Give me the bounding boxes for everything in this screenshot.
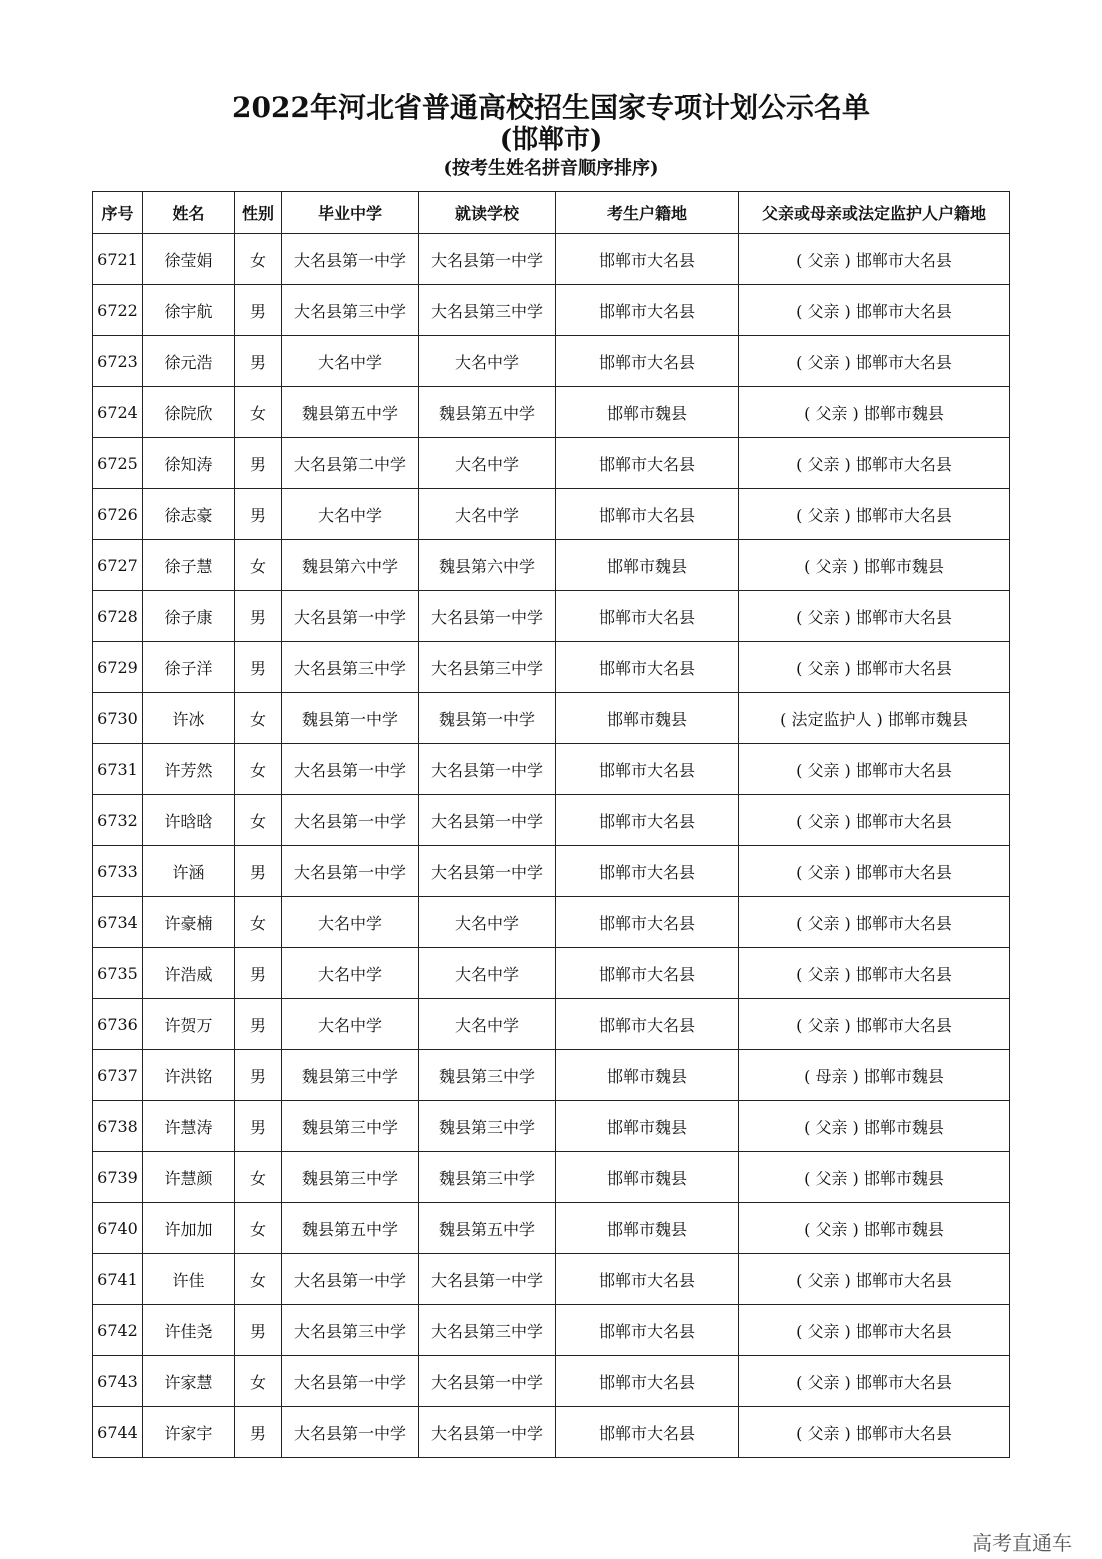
header-name: 姓名 [143, 192, 235, 234]
cell-guardian-residence: ( 父亲 ) 邯郸市大名县 [739, 744, 1010, 795]
cell-gender: 女 [235, 1356, 282, 1407]
document-subtitle-city: (邯郸市) [499, 125, 603, 155]
cell-graduated-school: 大名县第一中学 [282, 1407, 419, 1458]
cell-name: 徐子康 [143, 591, 235, 642]
cell-graduated-school: 大名县第三中学 [282, 285, 419, 336]
cell-gender: 男 [235, 846, 282, 897]
cell-student-residence: 邯郸市大名县 [556, 795, 739, 846]
cell-student-residence: 邯郸市大名县 [556, 1407, 739, 1458]
document-sort-note: (按考生姓名拼音顺序排序) [443, 158, 659, 179]
cell-name: 徐子慧 [143, 540, 235, 591]
table-row [93, 1305, 1010, 1356]
table-row [93, 795, 1010, 846]
cell-student-residence: 邯郸市大名县 [556, 744, 739, 795]
cell-name: 许家慧 [143, 1356, 235, 1407]
table-row [93, 489, 1010, 540]
document-title: 2022年河北省普通高校招生国家专项计划公示名单 [232, 91, 870, 124]
cell-graduated-school: 大名县第一中学 [282, 1356, 419, 1407]
cell-student-residence: 邯郸市大名县 [556, 1356, 739, 1407]
cell-guardian-residence: ( 父亲 ) 邯郸市大名县 [739, 591, 1010, 642]
cell-student-residence: 邯郸市大名县 [556, 642, 739, 693]
cell-graduated-school: 魏县第三中学 [282, 1050, 419, 1101]
cell-seq: 6733 [93, 846, 143, 897]
cell-current-school: 大名县第一中学 [419, 846, 556, 897]
table-row [93, 1254, 1010, 1305]
cell-seq: 6728 [93, 591, 143, 642]
cell-guardian-residence: ( 父亲 ) 邯郸市大名县 [739, 336, 1010, 387]
cell-guardian-residence: ( 父亲 ) 邯郸市大名县 [739, 1407, 1010, 1458]
cell-gender: 男 [235, 336, 282, 387]
cell-gender: 女 [235, 693, 282, 744]
cell-name: 许佳 [143, 1254, 235, 1305]
cell-student-residence: 邯郸市大名县 [556, 1305, 739, 1356]
cell-guardian-residence: ( 父亲 ) 邯郸市大名县 [739, 1254, 1010, 1305]
cell-guardian-residence: ( 父亲 ) 邯郸市大名县 [739, 438, 1010, 489]
cell-current-school: 大名县第一中学 [419, 795, 556, 846]
cell-current-school: 大名中学 [419, 999, 556, 1050]
table-row [93, 948, 1010, 999]
table-row [93, 1152, 1010, 1203]
table-row [93, 642, 1010, 693]
cell-seq: 6736 [93, 999, 143, 1050]
cell-current-school: 大名县第一中学 [419, 1407, 556, 1458]
roster-table [92, 191, 1010, 1458]
cell-graduated-school: 大名中学 [282, 999, 419, 1050]
cell-student-residence: 邯郸市大名县 [556, 1254, 739, 1305]
cell-name: 许晗晗 [143, 795, 235, 846]
cell-graduated-school: 大名县第一中学 [282, 234, 419, 285]
cell-seq: 6723 [93, 336, 143, 387]
cell-graduated-school: 大名中学 [282, 489, 419, 540]
cell-name: 许洪铭 [143, 1050, 235, 1101]
table-row [93, 1203, 1010, 1254]
cell-name: 徐院欣 [143, 387, 235, 438]
cell-student-residence: 邯郸市魏县 [556, 1101, 739, 1152]
cell-gender: 男 [235, 1101, 282, 1152]
cell-seq: 6737 [93, 1050, 143, 1101]
cell-seq: 6734 [93, 897, 143, 948]
cell-guardian-residence: ( 父亲 ) 邯郸市大名县 [739, 795, 1010, 846]
cell-gender: 男 [235, 999, 282, 1050]
cell-current-school: 大名县第一中学 [419, 591, 556, 642]
cell-seq: 6726 [93, 489, 143, 540]
cell-graduated-school: 大名县第二中学 [282, 438, 419, 489]
cell-seq: 6732 [93, 795, 143, 846]
cell-graduated-school: 大名县第三中学 [282, 642, 419, 693]
cell-graduated-school: 大名中学 [282, 948, 419, 999]
cell-current-school: 大名县第一中学 [419, 234, 556, 285]
cell-current-school: 大名县第一中学 [419, 744, 556, 795]
cell-guardian-residence: ( 父亲 ) 邯郸市大名县 [739, 897, 1010, 948]
cell-graduated-school: 大名县第一中学 [282, 591, 419, 642]
cell-current-school: 大名县第一中学 [419, 1254, 556, 1305]
cell-gender: 男 [235, 438, 282, 489]
cell-gender: 男 [235, 489, 282, 540]
cell-seq: 6742 [93, 1305, 143, 1356]
cell-name: 徐元浩 [143, 336, 235, 387]
cell-student-residence: 邯郸市大名县 [556, 438, 739, 489]
cell-graduated-school: 魏县第五中学 [282, 1203, 419, 1254]
cell-graduated-school: 大名县第一中学 [282, 846, 419, 897]
cell-current-school: 大名县第三中学 [419, 1305, 556, 1356]
table-row [93, 1407, 1010, 1458]
cell-student-residence: 邯郸市魏县 [556, 1203, 739, 1254]
cell-seq: 6731 [93, 744, 143, 795]
header-student-residence: 考生户籍地 [556, 192, 739, 234]
cell-gender: 女 [235, 744, 282, 795]
cell-student-residence: 邯郸市大名县 [556, 234, 739, 285]
cell-name: 许豪楠 [143, 897, 235, 948]
cell-name: 许芳然 [143, 744, 235, 795]
cell-seq: 6722 [93, 285, 143, 336]
cell-gender: 女 [235, 795, 282, 846]
header-graduated-school: 毕业中学 [282, 192, 419, 234]
cell-guardian-residence: ( 法定监护人 ) 邯郸市魏县 [739, 693, 1010, 744]
cell-gender: 女 [235, 387, 282, 438]
cell-student-residence: 邯郸市大名县 [556, 336, 739, 387]
cell-current-school: 魏县第三中学 [419, 1050, 556, 1101]
cell-gender: 男 [235, 1305, 282, 1356]
cell-name: 徐知涛 [143, 438, 235, 489]
cell-student-residence: 邯郸市大名县 [556, 897, 739, 948]
cell-student-residence: 邯郸市魏县 [556, 1050, 739, 1101]
table-row [93, 540, 1010, 591]
cell-guardian-residence: ( 父亲 ) 邯郸市大名县 [739, 999, 1010, 1050]
cell-current-school: 大名县第一中学 [419, 1356, 556, 1407]
cell-guardian-residence: ( 父亲 ) 邯郸市大名县 [739, 846, 1010, 897]
cell-gender: 女 [235, 540, 282, 591]
cell-current-school: 魏县第五中学 [419, 387, 556, 438]
table-row [93, 234, 1010, 285]
cell-gender: 女 [235, 1152, 282, 1203]
cell-graduated-school: 魏县第一中学 [282, 693, 419, 744]
table-row [93, 897, 1010, 948]
table-row [93, 285, 1010, 336]
cell-name: 许涵 [143, 846, 235, 897]
table-row [93, 438, 1010, 489]
cell-guardian-residence: ( 父亲 ) 邯郸市大名县 [739, 1356, 1010, 1407]
cell-seq: 6724 [93, 387, 143, 438]
cell-guardian-residence: ( 父亲 ) 邯郸市魏县 [739, 540, 1010, 591]
cell-guardian-residence: ( 父亲 ) 邯郸市大名县 [739, 642, 1010, 693]
cell-student-residence: 邯郸市大名县 [556, 999, 739, 1050]
header-current-school: 就读学校 [419, 192, 556, 234]
cell-student-residence: 邯郸市魏县 [556, 387, 739, 438]
cell-current-school: 大名中学 [419, 897, 556, 948]
cell-name: 许慧涛 [143, 1101, 235, 1152]
cell-graduated-school: 魏县第三中学 [282, 1101, 419, 1152]
table-row [93, 1356, 1010, 1407]
cell-guardian-residence: ( 父亲 ) 邯郸市大名县 [739, 489, 1010, 540]
cell-current-school: 大名中学 [419, 948, 556, 999]
cell-current-school: 魏县第六中学 [419, 540, 556, 591]
cell-guardian-residence: ( 父亲 ) 邯郸市魏县 [739, 1203, 1010, 1254]
cell-seq: 6735 [93, 948, 143, 999]
table-row [93, 1101, 1010, 1152]
cell-student-residence: 邯郸市大名县 [556, 591, 739, 642]
cell-gender: 男 [235, 642, 282, 693]
cell-seq: 6729 [93, 642, 143, 693]
cell-gender: 女 [235, 897, 282, 948]
cell-seq: 6730 [93, 693, 143, 744]
table-row [93, 693, 1010, 744]
cell-student-residence: 邯郸市大名县 [556, 285, 739, 336]
table-body [93, 234, 1010, 1458]
cell-graduated-school: 大名中学 [282, 897, 419, 948]
cell-guardian-residence: ( 父亲 ) 邯郸市大名县 [739, 948, 1010, 999]
cell-gender: 男 [235, 1050, 282, 1101]
header-seq: 序号 [93, 192, 143, 234]
cell-name: 许家宇 [143, 1407, 235, 1458]
table-header-row [93, 192, 1010, 234]
cell-current-school: 魏县第五中学 [419, 1203, 556, 1254]
cell-name: 许冰 [143, 693, 235, 744]
cell-name: 许贺万 [143, 999, 235, 1050]
cell-name: 徐志豪 [143, 489, 235, 540]
cell-seq: 6739 [93, 1152, 143, 1203]
cell-guardian-residence: ( 父亲 ) 邯郸市魏县 [739, 387, 1010, 438]
table-row [93, 744, 1010, 795]
cell-graduated-school: 魏县第六中学 [282, 540, 419, 591]
cell-student-residence: 邯郸市魏县 [556, 1152, 739, 1203]
cell-gender: 女 [235, 1254, 282, 1305]
cell-gender: 男 [235, 285, 282, 336]
cell-seq: 6725 [93, 438, 143, 489]
cell-seq: 6738 [93, 1101, 143, 1152]
cell-graduated-school: 魏县第三中学 [282, 1152, 419, 1203]
cell-gender: 女 [235, 234, 282, 285]
cell-name: 徐宇航 [143, 285, 235, 336]
table-row [93, 591, 1010, 642]
table-row [93, 999, 1010, 1050]
cell-graduated-school: 大名县第三中学 [282, 1305, 419, 1356]
cell-name: 许浩威 [143, 948, 235, 999]
cell-current-school: 大名县第三中学 [419, 642, 556, 693]
cell-graduated-school: 大名县第一中学 [282, 1254, 419, 1305]
cell-name: 许加加 [143, 1203, 235, 1254]
header-gender: 性别 [235, 192, 282, 234]
cell-graduated-school: 大名中学 [282, 336, 419, 387]
cell-seq: 6740 [93, 1203, 143, 1254]
header-guardian-residence: 父亲或母亲或法定监护人户籍地 [739, 192, 1010, 234]
cell-guardian-residence: ( 父亲 ) 邯郸市大名县 [739, 1305, 1010, 1356]
cell-gender: 女 [235, 1203, 282, 1254]
cell-gender: 男 [235, 948, 282, 999]
cell-guardian-residence: ( 父亲 ) 邯郸市大名县 [739, 285, 1010, 336]
cell-guardian-residence: ( 父亲 ) 邯郸市魏县 [739, 1152, 1010, 1203]
table-row [93, 387, 1010, 438]
cell-current-school: 魏县第一中学 [419, 693, 556, 744]
cell-student-residence: 邯郸市大名县 [556, 948, 739, 999]
cell-gender: 男 [235, 591, 282, 642]
cell-graduated-school: 大名县第一中学 [282, 744, 419, 795]
cell-seq: 6741 [93, 1254, 143, 1305]
cell-guardian-residence: ( 父亲 ) 邯郸市大名县 [739, 234, 1010, 285]
cell-graduated-school: 魏县第五中学 [282, 387, 419, 438]
cell-name: 徐莹娟 [143, 234, 235, 285]
cell-current-school: 魏县第三中学 [419, 1152, 556, 1203]
cell-current-school: 大名县第三中学 [419, 285, 556, 336]
table-row [93, 846, 1010, 897]
cell-graduated-school: 大名县第一中学 [282, 795, 419, 846]
cell-student-residence: 邯郸市大名县 [556, 489, 739, 540]
cell-seq: 6744 [93, 1407, 143, 1458]
cell-current-school: 大名中学 [419, 489, 556, 540]
cell-current-school: 大名中学 [419, 438, 556, 489]
table-row [93, 1050, 1010, 1101]
cell-gender: 男 [235, 1407, 282, 1458]
cell-name: 许佳尧 [143, 1305, 235, 1356]
cell-student-residence: 邯郸市魏县 [556, 693, 739, 744]
cell-student-residence: 邯郸市魏县 [556, 540, 739, 591]
cell-guardian-residence: ( 父亲 ) 邯郸市魏县 [739, 1101, 1010, 1152]
cell-seq: 6743 [93, 1356, 143, 1407]
cell-current-school: 大名中学 [419, 336, 556, 387]
cell-student-residence: 邯郸市大名县 [556, 846, 739, 897]
cell-seq: 6721 [93, 234, 143, 285]
cell-name: 徐子洋 [143, 642, 235, 693]
cell-name: 许慧颜 [143, 1152, 235, 1203]
cell-seq: 6727 [93, 540, 143, 591]
cell-current-school: 魏县第三中学 [419, 1101, 556, 1152]
watermark: 高考直通车 [972, 1531, 1072, 1555]
cell-guardian-residence: ( 母亲 ) 邯郸市魏县 [739, 1050, 1010, 1101]
table-row [93, 336, 1010, 387]
